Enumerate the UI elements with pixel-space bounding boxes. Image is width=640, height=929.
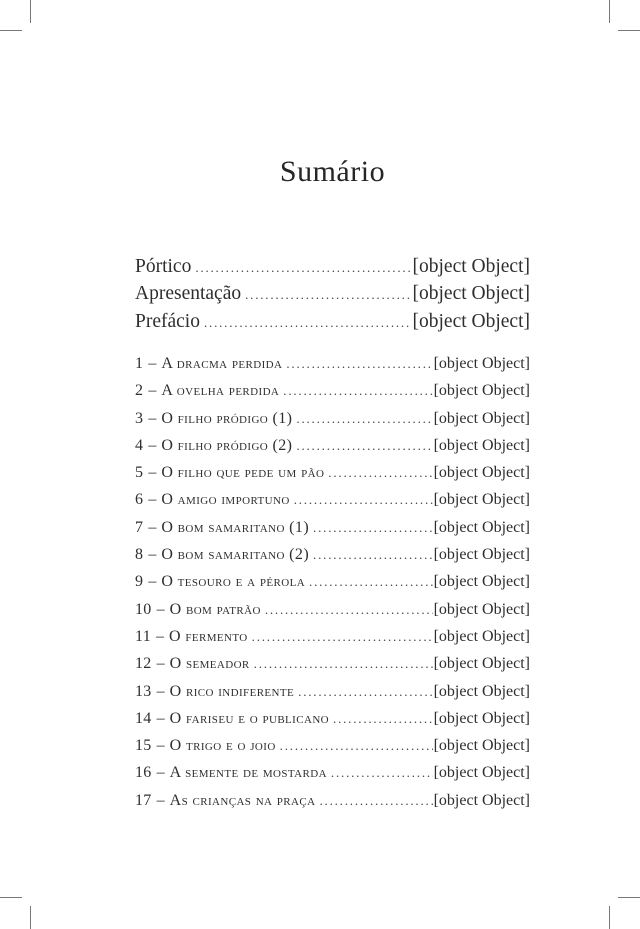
toc-chapter-entry	[135, 601, 530, 628]
chapter-number: 9	[135, 573, 144, 591]
toc-chapter-entry	[135, 792, 530, 819]
chapter-page-number: [object Object]	[433, 682, 530, 700]
chapter-page-number: [object Object]	[433, 464, 530, 482]
chapter-title: O filho pródigo (1)	[161, 409, 293, 427]
chapter-separator-dash: –	[156, 764, 165, 782]
dot-leader	[254, 655, 433, 673]
dot-leader	[313, 546, 433, 564]
chapter-page-number: [object Object]	[433, 518, 530, 536]
chapter-number: 14	[135, 709, 152, 727]
chapter-separator-dash: –	[156, 600, 165, 618]
dot-leader	[286, 355, 432, 373]
front-matter-list	[135, 256, 530, 338]
chapter-page-number: [object Object]	[433, 737, 530, 755]
crop-mark-top-left-vertical	[30, 0, 31, 23]
chapter-title: O tesouro e a pérola	[161, 573, 306, 591]
chapter-separator-dash: –	[156, 791, 165, 809]
chapter-number: 13	[135, 682, 152, 700]
toc-entry-label: Pórtico	[135, 256, 192, 277]
chapter-separator-dash: –	[148, 491, 157, 509]
chapter-page-number: [object Object]	[433, 409, 530, 427]
dot-leader	[195, 256, 411, 278]
chapter-number: 16	[135, 764, 152, 782]
dot-leader	[280, 737, 433, 755]
page-title: Sumário	[279, 155, 386, 189]
chapter-separator-dash: –	[156, 655, 165, 673]
chapter-page-number: [object Object]	[433, 791, 530, 809]
dot-leader	[309, 573, 433, 591]
chapter-page-number: [object Object]	[433, 382, 530, 400]
dot-leader	[204, 311, 412, 333]
toc-chapter-entry	[135, 382, 530, 409]
chapter-number: 17	[135, 791, 152, 809]
crop-mark-top-right-vertical	[609, 0, 610, 23]
chapter-page-number: [object Object]	[433, 573, 530, 591]
toc-chapter-entry	[135, 491, 530, 518]
dot-leader	[328, 464, 432, 482]
chapter-separator-dash: –	[156, 737, 165, 755]
chapter-separator-dash: –	[156, 709, 165, 727]
toc-entry-label: Prefácio	[135, 310, 200, 332]
chapter-page-number: [object Object]	[433, 627, 530, 645]
chapter-number: 1	[135, 355, 144, 372]
chapter-title: O bom patrão	[169, 600, 261, 618]
toc-chapter-entry	[135, 683, 530, 710]
chapter-number: 12	[135, 655, 152, 673]
dot-leader	[294, 491, 433, 509]
chapter-title: O fermento	[169, 627, 248, 645]
toc-entry	[135, 311, 530, 338]
toc-chapter-entry	[135, 437, 530, 464]
dot-leader	[319, 792, 432, 810]
chapter-page-number: [object Object]	[433, 600, 530, 618]
content-column	[135, 0, 530, 929]
toc-entry-page-number: [object Object]	[412, 310, 530, 332]
dot-leader	[298, 683, 432, 701]
chapter-title: A dracma perdida	[161, 355, 283, 372]
chapter-separator-dash: –	[148, 518, 157, 536]
chapter-title: O fariseu e o publicano	[169, 709, 330, 727]
chapter-title: O rico indiferente	[169, 682, 295, 700]
chapter-separator-dash: –	[148, 409, 157, 427]
chapter-number: 5	[135, 464, 144, 482]
chapter-page-number: [object Object]	[433, 436, 530, 454]
dot-leader	[283, 382, 432, 400]
chapter-page-number: [object Object]	[433, 546, 530, 564]
toc-entry-page-number: [object Object]	[412, 256, 530, 277]
dot-leader	[252, 628, 433, 646]
crop-mark-bottom-right-horizontal	[618, 897, 640, 898]
toc-chapter-entry	[135, 573, 530, 600]
chapter-title: A ovelha perdida	[161, 382, 280, 400]
chapter-page-number: [object Object]	[433, 655, 530, 673]
dot-leader	[265, 601, 433, 619]
dot-leader	[331, 764, 433, 782]
chapter-number: 4	[135, 436, 144, 454]
toc-chapter-entry	[135, 355, 530, 382]
chapter-page-number: [object Object]	[433, 491, 530, 509]
chapter-separator-dash: –	[156, 627, 165, 645]
toc-chapter-entry	[135, 764, 530, 791]
chapter-number: 10	[135, 600, 152, 618]
chapter-separator-dash: –	[148, 573, 157, 591]
chapter-page-number: [object Object]	[433, 355, 530, 372]
chapter-number: 8	[135, 546, 144, 564]
dot-leader	[296, 410, 432, 428]
toc-entry	[135, 283, 530, 310]
chapter-number: 15	[135, 737, 152, 755]
chapter-number: 6	[135, 491, 144, 509]
toc-chapter-entry	[135, 546, 530, 573]
chapter-page-number: [object Object]	[433, 709, 530, 727]
toc-chapter-entry	[135, 710, 530, 737]
chapter-title: O bom samaritano (2)	[161, 546, 310, 564]
toc-chapter-entry	[135, 464, 530, 491]
chapter-separator-dash: –	[148, 436, 157, 454]
crop-mark-top-right-horizontal	[618, 30, 640, 31]
dot-leader	[313, 519, 433, 537]
toc-chapter-entry	[135, 655, 530, 682]
crop-mark-bottom-left-vertical	[30, 906, 31, 929]
chapter-number: 3	[135, 409, 144, 427]
crop-mark-bottom-left-horizontal	[0, 897, 22, 898]
dot-leader	[296, 437, 432, 455]
chapter-title: O filho pródigo (2)	[161, 436, 293, 454]
chapter-separator-dash: –	[148, 382, 157, 400]
chapter-number: 7	[135, 518, 144, 536]
toc-chapter-entry	[135, 737, 530, 764]
chapter-separator-dash: –	[148, 355, 157, 372]
dot-leader	[333, 710, 433, 728]
toc-chapter-entry	[135, 519, 530, 546]
chapter-separator-dash: –	[148, 546, 157, 564]
toc-entry	[135, 256, 530, 283]
crop-mark-bottom-right-vertical	[609, 906, 610, 929]
chapter-page-number: [object Object]	[433, 764, 530, 782]
chapter-title: O trigo e o joio	[169, 737, 276, 755]
chapter-separator-dash: –	[148, 464, 157, 482]
chapter-title: As crianças na praça	[169, 791, 316, 809]
dot-leader	[245, 283, 411, 305]
chapter-number: 2	[135, 382, 144, 400]
chapter-title: O bom samaritano (1)	[161, 518, 310, 536]
chapter-title: A semente de mostarda	[169, 764, 327, 782]
chapter-separator-dash: –	[156, 682, 165, 700]
chapter-title: O amigo importuno	[161, 491, 290, 509]
chapter-list	[135, 355, 530, 819]
toc-chapter-entry	[135, 628, 530, 655]
chapter-title: O filho que pede um pão	[161, 464, 325, 482]
toc-chapter-entry	[135, 410, 530, 437]
toc-entry-page-number: [object Object]	[412, 283, 530, 305]
crop-mark-top-left-horizontal	[0, 30, 22, 31]
chapter-number: 11	[135, 627, 152, 645]
chapter-title: O semeador	[169, 655, 250, 673]
toc-entry-label: Apresentação	[135, 283, 242, 305]
